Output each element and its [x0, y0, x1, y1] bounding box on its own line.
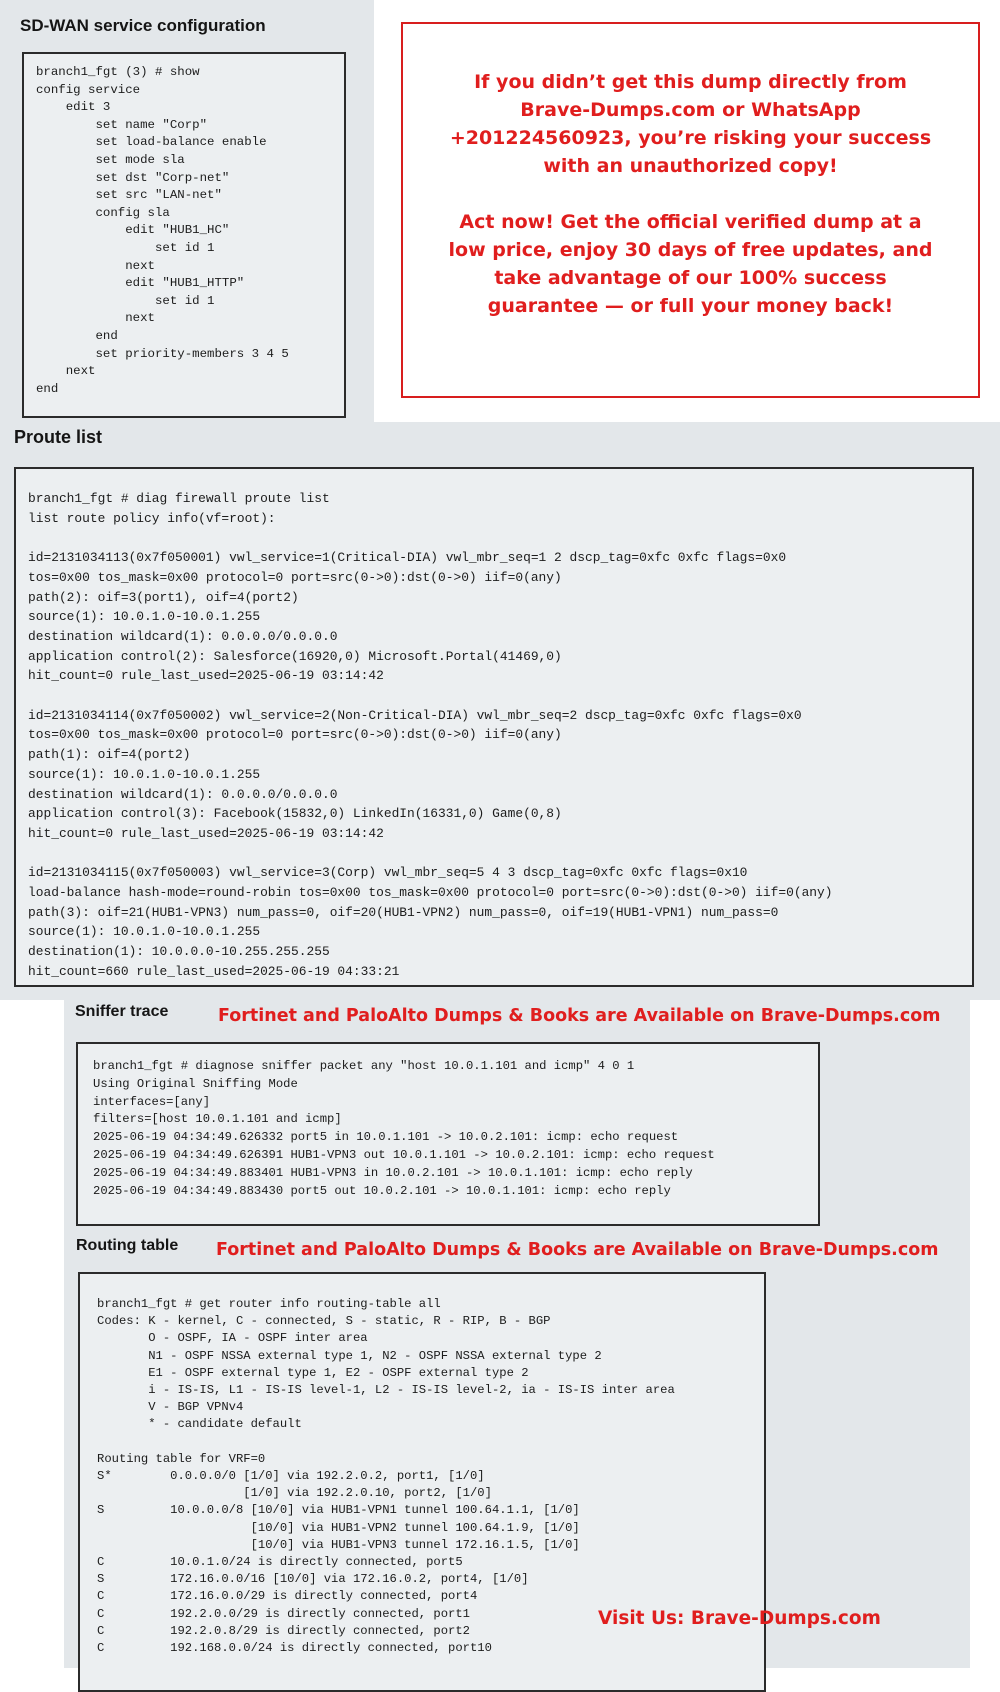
sniffer-code-box [76, 1042, 820, 1226]
sdwan-code-box [22, 52, 346, 418]
sdwan-title: SD-WAN service configuration [20, 16, 266, 35]
sniffer-promo: Fortinet and PaloAlto Dumps & Books are Available on Brave-Dumps.com [218, 1006, 941, 1026]
sdwan-code: branch1_fgt (3) # show config service edit 3 set name "Corp" set load-balance enable set mode sla set dst "Corp-net" set src "LAN-net" config sla edit "HUB1_HC" set id 1 next edit "HUB1_HTTP" set id 1 next end set priority-members 3 4 5 next end [36, 65, 289, 396]
sniffer-code: branch1_fgt # diagnose sniffer packet any "host 10.0.1.101 and icmp" 4 0 1 Using Original Sniffing Mode interfaces=[any] filters=[host 10.0.1.101 and icmp] 2025-06-19 04:34:49.626332 port5 in 10.0.1.101 -> 10.0.2.101: icmp: echo request 2025-06-19 04:34:49.626391 HUB1-VPN3 out 10.0.1.101 -> 10.0.2.101: icmp: echo request 2025-06-19 04:34:49.883401 HUB1-VPN3 in 10.0.2.101 -> 10.0.1.101: icmp: echo reply 2025-06-19 04:34:49.883430 port5 out 10.0.2.101 -> 10.0.1.101: icmp: echo reply [93, 1059, 715, 1198]
routing-promo: Fortinet and PaloAlto Dumps & Books are Available on Brave-Dumps.com [216, 1240, 939, 1260]
visit-us-label: Visit Us: Brave-Dumps.com [598, 1608, 881, 1629]
ad-paragraph-2: Act now! Get the official verified dump at a low price, enjoy 30 days of free updates, and take advantage of our 100% success guarantee — or full your money back! [448, 211, 933, 317]
routing-code-box [78, 1272, 766, 1692]
proute-title: Proute list [14, 427, 103, 447]
proute-code-box [14, 467, 974, 987]
ad-paragraph-1: If you didn’t get this dump directly from Brave-Dumps.com or WhatsApp +201224560923, you’re risking your success with an unauthorized copy! [449, 71, 932, 177]
sniffer-title: Sniffer trace [75, 1003, 169, 1020]
routing-title: Routing table [76, 1237, 179, 1254]
routing-code: branch1_fgt # get router info routing-table all Codes: K - kernel, C - connected, S - static, R - RIP, B - BGP O - OSPF, IA - OSPF inter area N1 - OSPF NSSA external type 1, N2 - OSPF NSSA external type 2 E1 - OSPF external type 1, E2 - OSPF external type 2 i - IS-IS, L1 - IS-IS level-1, L2 - IS-IS level-2, ia - IS-IS inter area V - BGP VPNv4 * - candidate default Routing table for VRF=0 S* 0.0.0.0/0 [1/0] via 192.2.0.2, port1, [1/0] [1/0] via 192.2.0.10, port2, [1/0] S 10.0.0.0/8 [10/0] via HUB1-VPN1 tunnel 100.64.1.1, [1/0] [10/0] via HUB1-VPN2 tunnel 100.64.1.9, [1/0] [10/0] via HUB1-VPN3 tunnel 172.16.1.5, [1/0] C 10.0.1.0/24 is directly connected, port5 S 172.16.0.0/16 [10/0] via 172.16.0.2, port4, [1/0] C 172.16.0.0/29 is directly connected, port4 C 192.2.0.0/29 is directly connected, port1 C 192.2.0.8/29 is directly connected, port2 C 192.168.0.0/24 is directly connected, port10 [97, 1297, 675, 1656]
proute-code: branch1_fgt # diag firewall proute list list route policy info(vf=root): id=2131034113(0x7f050001) vwl_service=1(Critical-DIA) vwl_mbr_seq=1 2 dscp_tag=0xfc 0xfc flags=0x0 tos=0x00 tos_mask=0x00 protocol=0 port=src(0->0):dst(0->0) iif=0(any) path(2): oif=3(port1), oif=4(port2) source(1): 10.0.1.0-10.0.1.255 destination wildcard(1): 0.0.0.0/0.0.0.0 application control(2): Salesforce(16920,0) Microsoft.Portal(41469,0) hit_count=0 rule_last_used=2025-06-19 03:14:42 id=2131034114(0x7f050002) vwl_service=2(Non-Critical-DIA) vwl_mbr_seq=2 dscp_tag=0xfc 0xfc flags=0x0 tos=0x00 tos_mask=0x00 protocol=0 port=src(0->0):dst(0->0) iif=0(any) path(1): oif=4(port2) source(1): 10.0.1.0-10.0.1.255 destination wildcard(1): 0.0.0.0/0.0.0.0 application control(3): Facebook(15832,0) LinkedIn(16331,0) Game(0,8) hit_count=0 rule_last_used=2025-06-19 03:14:42 id=2131034115(0x7f050003) vwl_service=3(Corp) vwl_mbr_seq=5 4 3 dscp_tag=0xfc 0xfc flags=0x10 load-balance hash-mode=round-robin tos=0x00 tos_mask=0x00 protocol=0 port=src(0->0):dst(0->0) iif=0(any) path(3): oif=21(HUB1-VPN3) num_pass=0, oif=20(HUB1-VPN2) num_pass=0, oif=19(HUB1-VPN1) num_pass=0 source(1): 10.0.1.0-10.0.1.255 destination(1): 10.0.0.0-10.255.255.255 hit_count=660 rule_last_used=2025-06-19 04:33:21 [28, 491, 833, 979]
ad-box [401, 22, 980, 398]
